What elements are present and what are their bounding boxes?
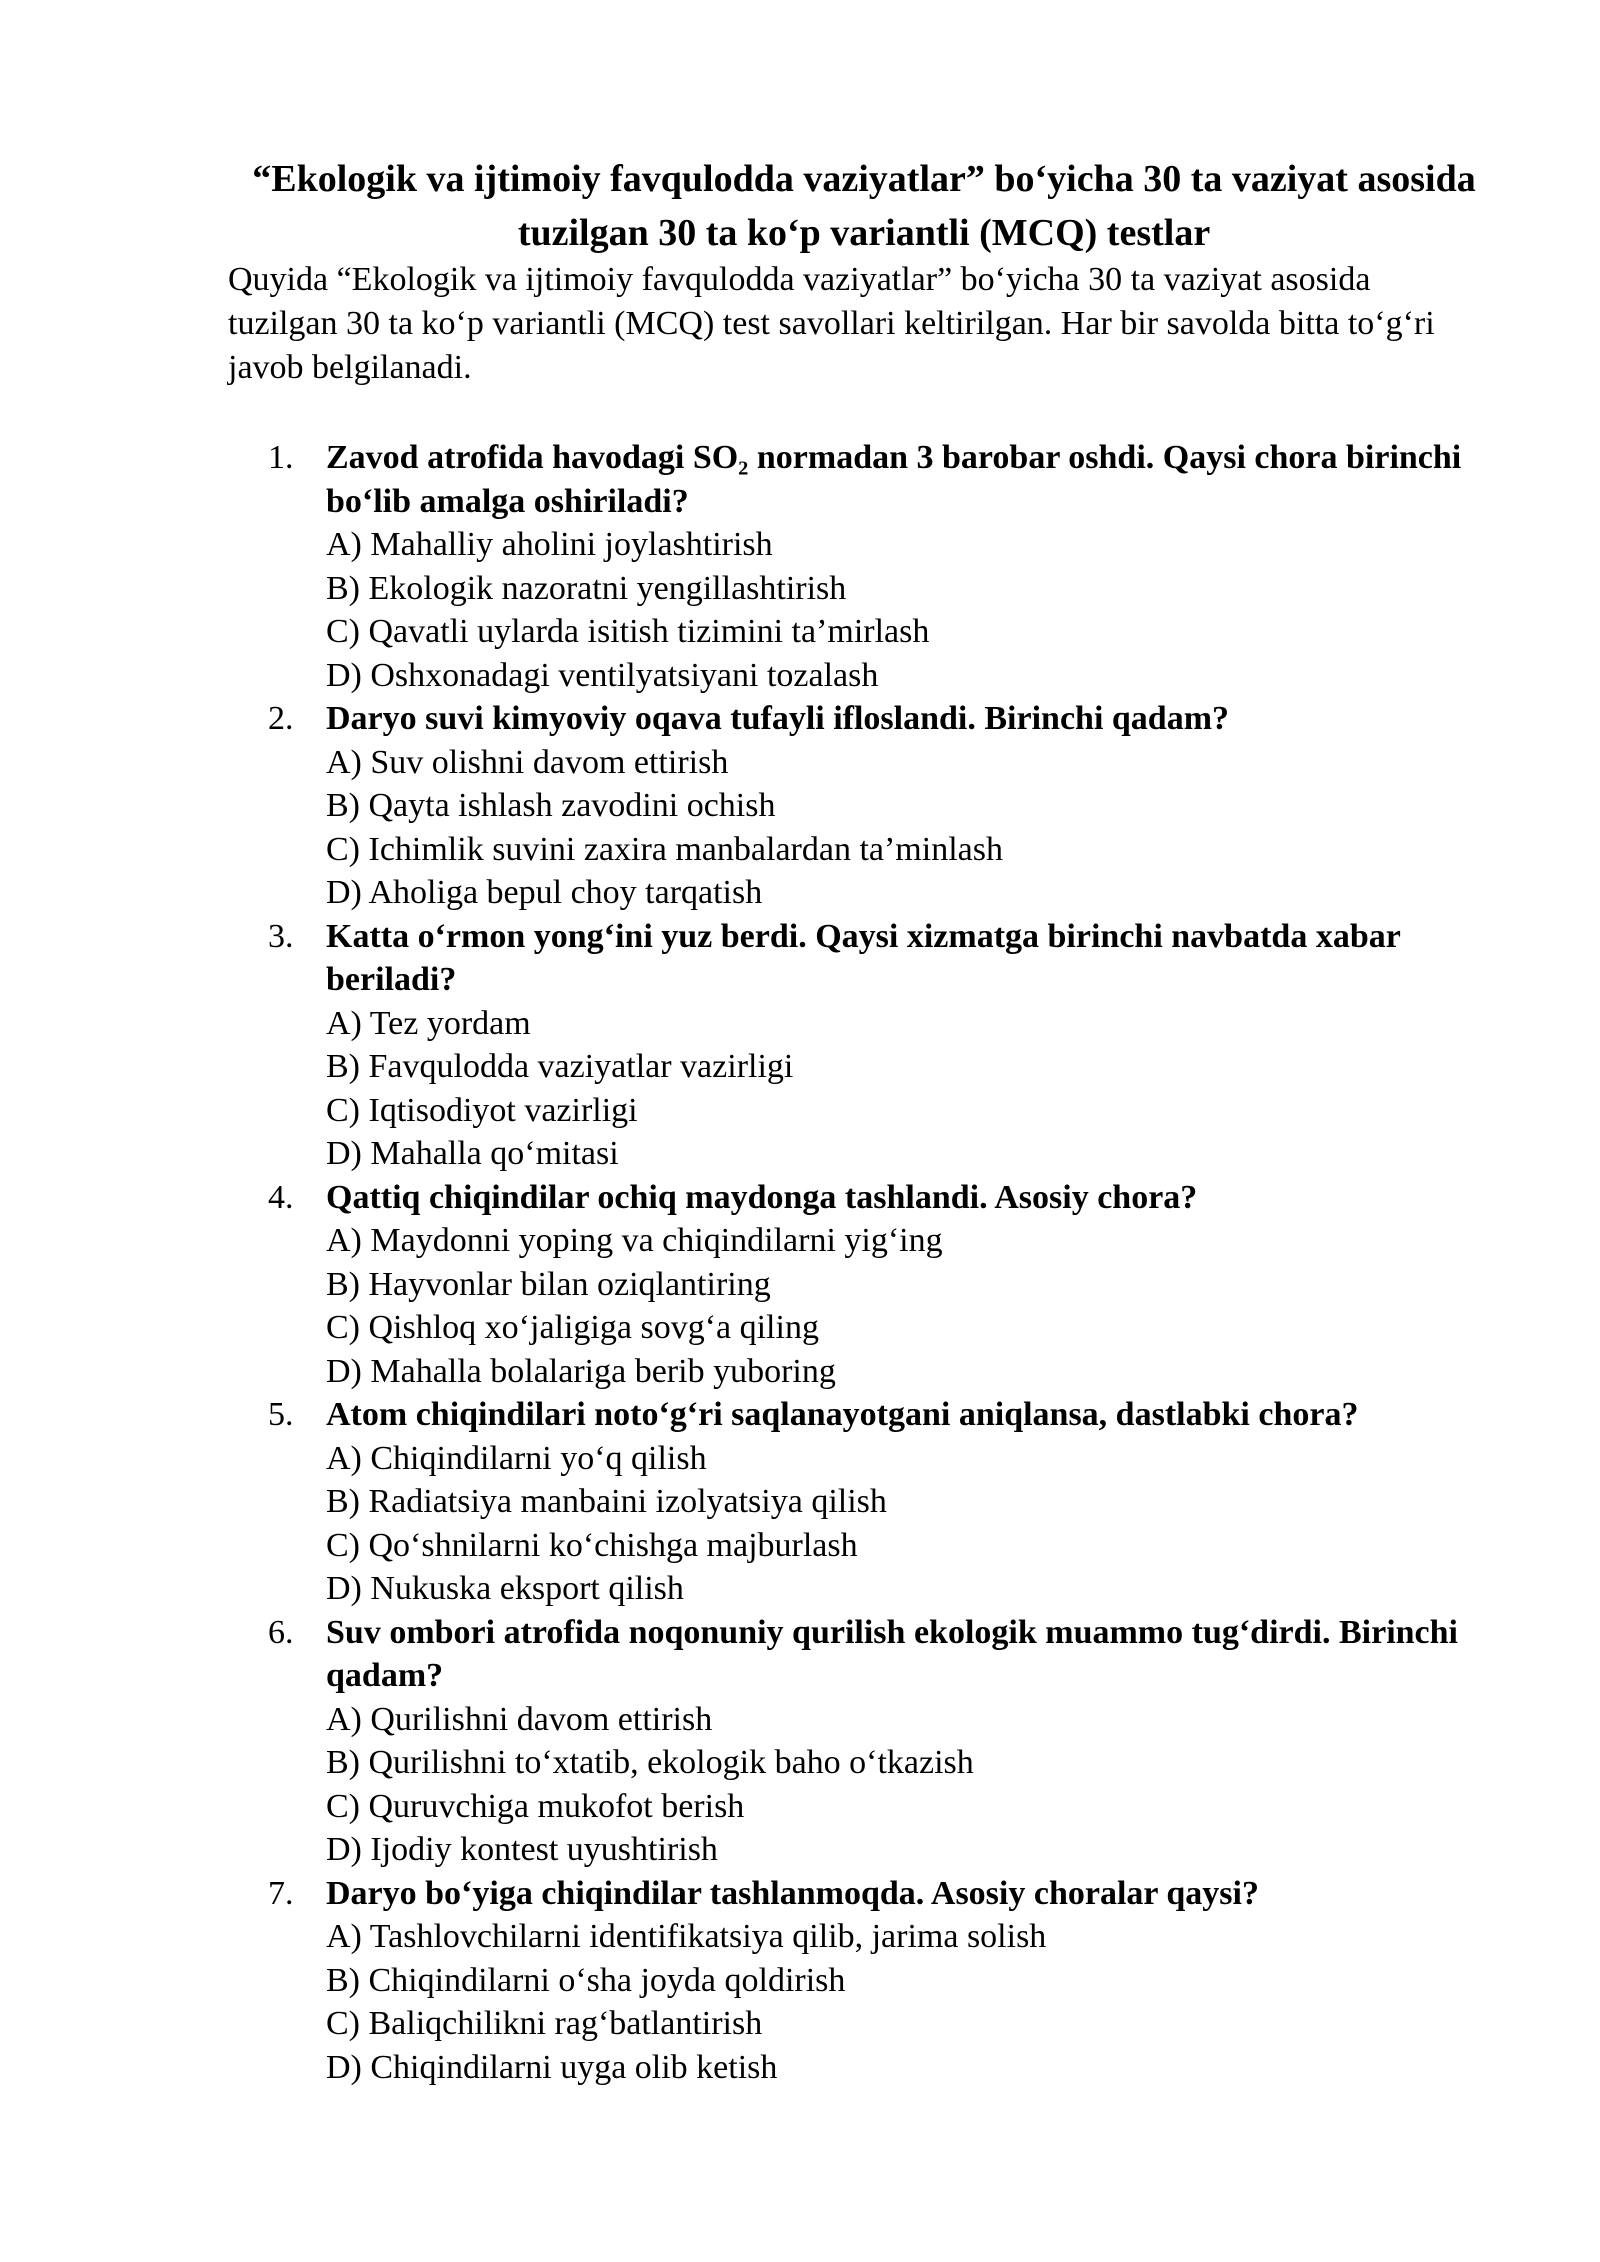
question-list <box>228 436 1500 2089</box>
answer-option: A) Suv olishni davom ettirish <box>326 743 729 781</box>
answer-option: C) Qishloq xo‘jaligiga sovg‘a qiling <box>326 1309 819 1346</box>
answer-option: A) Mahalliy aholini joylashtirish <box>326 526 773 563</box>
answer-option: B) Qayta ishlash zavodini ochish <box>326 787 776 824</box>
answer-option: D) Ijodiy kontest uyushtirish <box>326 1831 718 1868</box>
answer-option: B) Favqulodda vaziyatlar vazirligi <box>326 1048 794 1085</box>
question-text: Daryo bo‘yiga chiqindilar tashlanmoqda. Asosiy choralar qaysi? <box>326 1874 1259 1912</box>
question-number: 2. <box>268 700 294 737</box>
document-title: “Ekologik va ijtimoiy favqulodda vaziyatlar” bo‘yicha 30 ta vaziyat asosida tuzilgan 30 ta ko‘p variantli (MCQ) testlar <box>252 158 1476 254</box>
question-text: Suv ombori atrofida noqonuniy qurilish ekologik muammo tug‘dirdi. Birinchi qadam? <box>326 1613 1458 1694</box>
answer-option: A) Tez yordam <box>326 1004 531 1042</box>
answer-option: B) Qurilishni to‘xtatib, ekologik baho o‘tkazish <box>326 1744 974 1781</box>
question-item <box>228 915 1500 1176</box>
answer-option: C) Quruvchiga mukofot berish <box>326 1787 745 1825</box>
answer-option: C) Qo‘shnilarni ko‘chishga majburlash <box>326 1526 858 1564</box>
answer-option: A) Tashlovchilarni identifikatsiya qilib, jarima solish <box>326 1918 1047 1955</box>
question-text: Zavod atrofida havodagi SO₂ normadan 3 barobar oshdi. Qaysi chora birinchi bo‘lib amalga oshiriladi? <box>326 439 1462 520</box>
question-text: Daryo suvi kimyoviy oqava tufayli ifloslandi. Birinchi qadam? <box>326 700 1230 737</box>
answer-option: A) Qurilishni davom ettirish <box>326 1700 713 1738</box>
answer-option: A) Maydonni yoping va chiqindilarni yig‘ing <box>326 1222 943 1259</box>
answer-option: B) Radiatsiya manbaini izolyatsiya qilish <box>326 1483 887 1520</box>
intro-paragraph: Quyida “Ekologik va ijtimoiy favqulodda vaziyatlar” bo‘yicha 30 ta vaziyat asosida tuzilgan 30 ta ko‘p variantli (MCQ) test savollari keltirilgan. Har bir savolda bitta to‘g‘ri javob belgilanadi. <box>228 261 1435 386</box>
answer-option: D) Aholiga bepul choy tarqatish <box>326 874 763 911</box>
question-number: 5. <box>268 1396 294 1433</box>
answer-option: D) Oshxonadagi ventilyatsiyani tozalash <box>326 656 879 694</box>
answer-option: B) Ekologik nazoratni yengillashtirish <box>326 569 847 607</box>
answer-option: C) Iqtisodiyot vazirligi <box>326 1091 638 1129</box>
question-number: 4. <box>268 1178 294 1216</box>
answer-option: D) Chiqindilarni uyga olib ketish <box>326 2048 778 2086</box>
answer-option: A) Chiqindilarni yo‘q qilish <box>326 1439 707 1477</box>
answer-option: C) Ichimlik suvini zaxira manbalardan ta’minlash <box>326 830 1003 868</box>
question-number: 7. <box>268 1874 294 1912</box>
answer-option: D) Mahalla qo‘mitasi <box>326 1135 619 1172</box>
question-number: 6. <box>268 1613 294 1651</box>
question-item <box>228 1176 1500 1394</box>
question-number: 3. <box>268 917 294 955</box>
answer-option: B) Hayvonlar bilan oziqlantiring <box>326 1265 771 1303</box>
answer-option: C) Qavatli uylarda isitish tizimini ta’mirlash <box>326 613 930 650</box>
question-text: Qattiq chiqindilar ochiq maydonga tashlandi. Asosiy chora? <box>326 1178 1198 1216</box>
question-item <box>228 1393 1500 1611</box>
answer-option: C) Baliqchilikni rag‘batlantirish <box>326 2005 763 2042</box>
answer-option: D) Mahalla bolalariga berib yuboring <box>326 1352 836 1390</box>
question-item <box>228 697 1500 915</box>
question-item <box>228 1872 1500 2090</box>
question-item <box>228 1611 1500 1872</box>
question-item <box>228 436 1500 697</box>
question-text: Katta o‘rmon yong‘ini yuz berdi. Qaysi xizmatga birinchi navbatda xabar beriladi? <box>326 917 1401 998</box>
question-text: Atom chiqindilari noto‘g‘ri saqlanayotgani aniqlansa, dastlabki chora? <box>326 1396 1359 1433</box>
answer-option: B) Chiqindilarni o‘sha joyda qoldirish <box>326 1961 846 1999</box>
question-number: 1. <box>268 439 294 476</box>
answer-option: D) Nukuska eksport qilish <box>326 1570 684 1607</box>
